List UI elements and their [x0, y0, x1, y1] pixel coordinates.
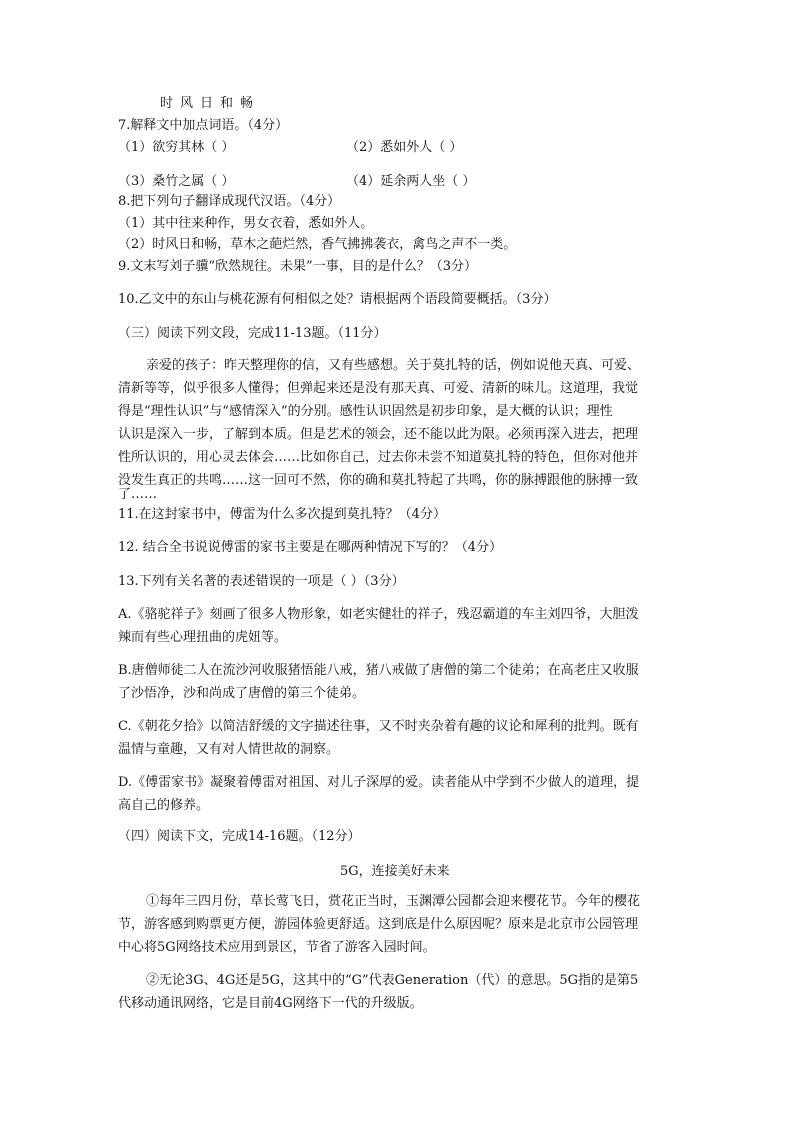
passage-line: 得是“理性认识”与“感情深入”的分别。感性认识固然是初步印象，是大概的认识；理性 — [118, 404, 613, 419]
question-12: 12. 结合全书说说傅雷的家书主要是在哪两种情况下写的？（4分） — [118, 540, 503, 555]
question-11: 11.在这封家书中，傅雷为什么多次提到莫扎特？（4分） — [118, 507, 446, 522]
question-8-sentence-1: （1）其中往来种作，男女衣着，悉如外人。 — [118, 216, 374, 231]
question-8-stem: 8.把下列句子翻译成现代汉语。（4分） — [118, 194, 341, 209]
article-line: 节，游客感到购票更方便，游园体验更舒适。这到底是什么原因呢？原来是北京市公园管理 — [118, 917, 639, 932]
option-a-line: 辣而有些心理扭曲的虎妞等。 — [118, 630, 288, 645]
article-title: 5G，连接美好未来 — [340, 864, 450, 879]
option-c-line: 温情与童趣，又有对人情世故的洞察。 — [118, 742, 340, 757]
section-3-heading: （三）阅读下列文段，完成11-13题。（11分） — [118, 326, 387, 341]
option-d-line: D.《傅雷家书》凝聚着傅雷对祖国、对儿子深厚的爱。读者能从中学到不少做人的道理，提 — [118, 775, 640, 790]
passage-line: 了…… — [118, 487, 158, 502]
question-9: 9.文末写刘子骥“欣然规往。未果”一事，目的是什么？（3分） — [118, 259, 477, 274]
question-7-item-2: （2）悉如外人（ ） — [346, 140, 463, 155]
article-line: 中心将5G网络技术应用到景区，节省了游客入园时间。 — [118, 940, 436, 955]
section-4-heading: （四）阅读下文，完成14-16题。（12分） — [118, 829, 361, 844]
article-line: ①每年三四月份，草长莺飞日，赏花正当时，玉渊潭公园都会迎来樱花节。今年的樱花 — [146, 894, 641, 909]
question-7-item-4: （4）延余两人坐（ ） — [346, 174, 476, 189]
passage-line: 没发生真正的共鸣……这一回可不然，你的确和莫扎特起了共鸣，你的脉搏跟他的脉搏一致 — [118, 473, 639, 488]
passage-line: 亲爱的孩子：昨天整理你的信，又有些感想。关于莫扎特的话，例如说他天真、可爱、 — [146, 358, 641, 373]
article-line: ②无论3G、4G还是5G，这其中的“G”代表Generation（代）的意思。5G指的是第5 — [146, 973, 639, 988]
question-7-item-1: （1）欲穷其林（ ） — [118, 140, 235, 155]
option-d-line: 高自己的修养。 — [118, 798, 210, 813]
option-b-line: 了沙悟净，沙和尚成了唐僧的第三个徒弟。 — [118, 686, 366, 701]
option-a-line: A.《骆驼祥子》刻画了很多人物形象，如老实健壮的祥子，残忍霸道的车主刘四爷，大胆泼 — [118, 607, 639, 622]
poem-fragment: 时风日和畅 — [160, 96, 261, 111]
passage-line: 清新等等，似乎很多人懂得；但弹起来还是没有那天真、可爱、清新的味儿。这道理，我觉 — [118, 381, 639, 396]
option-b-line: B.唐僧师徒二人在流沙河收服猪悟能八戒，猪八戒做了唐僧的第二个徒弟；在高老庄又收服 — [118, 663, 639, 678]
question-7-item-3: （3）桑竹之属（ ） — [118, 174, 235, 189]
question-7-stem: 7.解释文中加点词语。（4分） — [118, 118, 289, 133]
article-line: 代移动通讯网络，它是目前4G网络下一代的升级版。 — [118, 996, 423, 1011]
option-c-line: C.《朝花夕拾》以简洁舒缓的文字描述往事，又不时夹杂着有趣的议论和犀利的批判。既有 — [118, 719, 639, 734]
passage-line: 性所认识的，用心灵去体会……比如你自己，过去你未尝不知道莫扎特的特色，但你对他并 — [118, 450, 639, 465]
passage-line: 认识是深入一步，了解到本质。但是艺术的领会，还不能以此为限。必须再深入进去，把理 — [118, 427, 639, 442]
question-8-sentence-2: （2）时风日和畅，草木之葩烂然，香气拂拂袭衣，禽鸟之声不一类。 — [118, 237, 517, 252]
question-10: 10.乙文中的东山与桃花源有何相似之处？请根据两个语段简要概括。（3分） — [118, 292, 557, 307]
question-13: 13.下列有关名著的表述错误的一项是（ ）（3分） — [118, 574, 405, 589]
